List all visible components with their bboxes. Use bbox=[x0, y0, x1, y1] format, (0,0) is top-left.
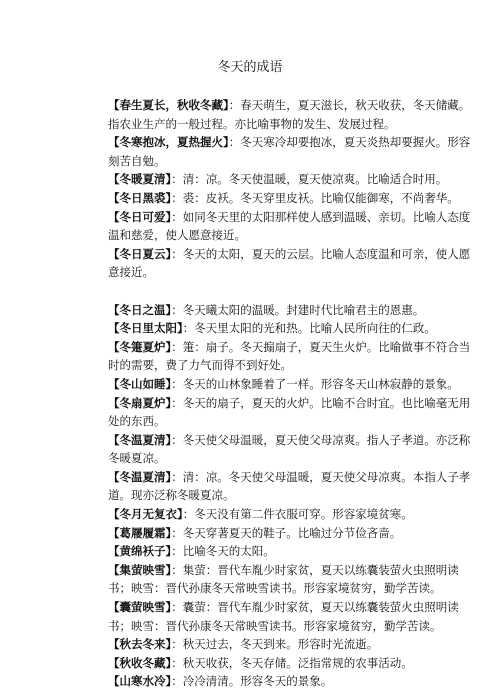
list-item bbox=[108, 170, 472, 189]
idiom-term: 【春生夏长，秋收冬藏】 bbox=[108, 98, 229, 112]
list-item bbox=[108, 524, 472, 543]
separator: ： bbox=[171, 246, 183, 261]
idiom-definition: 箑：扇子。冬天搧扇子，夏天生火炉。比喻做事不符合当时的需要，费了力气而得不到好处。 bbox=[108, 339, 471, 373]
list-item bbox=[108, 431, 472, 468]
list-item bbox=[108, 301, 472, 320]
idiom-term: 【冬日之温】 bbox=[108, 302, 172, 317]
separator: ： bbox=[171, 544, 183, 559]
idiom-definition: 如同冬天里的太阳那样使人感到温暖、亲切。比喻人态度温和慈爱，使人愿意接近。 bbox=[108, 209, 471, 243]
idiom-definition: 冬天的扇子，夏天的火炉。比喻不合时宜。也比喻毫无用处的东西。 bbox=[108, 395, 471, 429]
idiom-definition: 冬天没有第二件衣服可穿。形容家境贫寒。 bbox=[194, 507, 413, 522]
separator: ： bbox=[228, 98, 241, 112]
list-item bbox=[108, 338, 472, 375]
separator: ： bbox=[171, 562, 183, 577]
list-item bbox=[108, 505, 472, 524]
separator: ： bbox=[171, 209, 183, 224]
separator: ： bbox=[171, 395, 183, 410]
idiom-term: 【冬暖夏清】 bbox=[108, 172, 172, 187]
idiom-definition: 冬天穿著夏天的鞋子。比喻过分节俭吝啬。 bbox=[182, 525, 402, 540]
separator: ： bbox=[171, 469, 183, 484]
idiom-definition: 冷冷清清。形容冬天的景象。 bbox=[182, 674, 333, 689]
idiom-definition: 集萤：晋代车胤少时家贫，夏天以练囊装萤火虫照明读书；映雪：晋代孙康冬天常映雪读书。形容家境贫穷，勤学苦读。 bbox=[108, 562, 459, 596]
idiom-term: 【冬日可爱】 bbox=[108, 209, 172, 224]
idiom-term: 【冬月无复衣】 bbox=[108, 507, 183, 522]
list-item bbox=[108, 133, 472, 170]
idiom-term: 【冬山如睡】 bbox=[108, 376, 172, 391]
separator: ： bbox=[171, 172, 183, 187]
separator: ： bbox=[171, 600, 183, 615]
separator: ： bbox=[171, 190, 183, 205]
idiom-definition: 冬天的太阳，夏天的云层。比喻人态度温和可亲，使人愿意接近。 bbox=[108, 246, 471, 280]
list-item bbox=[108, 468, 472, 505]
idiom-term: 【黄绵袄子】 bbox=[108, 544, 172, 559]
list-item bbox=[108, 654, 472, 673]
idiom-term: 【冬温夏清】 bbox=[108, 432, 172, 447]
separator: ： bbox=[171, 655, 183, 670]
separator: ： bbox=[171, 525, 183, 540]
list-item bbox=[108, 635, 472, 654]
idiom-term: 【冬日黑裘】 bbox=[108, 190, 172, 205]
idiom-term: 【集萤映雪】 bbox=[108, 562, 172, 577]
separator: ： bbox=[182, 507, 195, 522]
idiom-definition: 清：凉。冬天使父母温暖，夏天使父母凉爽。本指人子孝道。现亦泛称冬暖夏凉。 bbox=[108, 469, 471, 503]
separator: ： bbox=[171, 302, 183, 317]
idiom-definition: 裘：皮袄。冬天穿里皮袄。比喻仅能御寒，不尚奢华。 bbox=[182, 190, 459, 205]
idiom-term: 【冬温夏清】 bbox=[108, 469, 172, 484]
idiom-definition: 冬天寒冷却要抱冰，夏天炎热却要握火。形容刻苦自勉。 bbox=[108, 135, 471, 168]
idiom-definition: 囊萤：晋代车胤少时家贫，夏天以练囊装萤火虫照明读书；映雪：晋代孙康冬天常映雪读书。形容家境贫穷，勤学苦读。 bbox=[108, 600, 459, 633]
list-item bbox=[108, 561, 472, 598]
idiom-definition: 秋天过去，冬天到来。形容时光流逝。 bbox=[182, 637, 379, 652]
separator: ： bbox=[171, 637, 183, 652]
separator: ： bbox=[171, 432, 183, 447]
idiom-term: 【冬日夏云】 bbox=[108, 246, 172, 261]
list-item bbox=[108, 319, 472, 338]
idiom-definition: 清：凉。冬天使温暖，夏天使凉爽。比喻适合时用。 bbox=[182, 172, 448, 187]
separator: ： bbox=[182, 321, 195, 336]
idiom-term: 【山寒水冷】 bbox=[108, 674, 172, 689]
idiom-definition: 冬天的山林象睡着了一样。形容冬天山林寂静的景象。 bbox=[182, 376, 459, 391]
idiom-term: 【囊萤映雪】 bbox=[108, 600, 172, 615]
list-item bbox=[108, 542, 472, 561]
page-title: 冬天的成语 bbox=[217, 60, 283, 75]
list-item bbox=[108, 598, 472, 635]
list-item bbox=[108, 208, 472, 245]
list-item bbox=[108, 96, 472, 133]
idiom-definition: 冬天里太阳的光和热。比喻人民所向往的仁政。 bbox=[194, 321, 436, 336]
separator: ： bbox=[228, 135, 241, 150]
list-item bbox=[108, 245, 472, 282]
idiom-term: 【冬箑夏炉】 bbox=[108, 339, 172, 354]
list-item bbox=[108, 189, 472, 208]
idiom-term: 【秋收冬藏】 bbox=[108, 655, 172, 670]
idiom-term: 【葛屦履霜】 bbox=[108, 525, 172, 540]
idiom-definition: 春天萌生，夏天滋长，秋天收获，冬天储藏。指农业生产的一般过程。亦比喻事物的发生、发展过程。 bbox=[108, 98, 471, 131]
idiom-term: 【秋去冬来】 bbox=[108, 637, 172, 652]
list-item bbox=[108, 375, 472, 394]
separator: ： bbox=[171, 339, 183, 354]
separator: ： bbox=[171, 376, 183, 391]
idiom-list bbox=[108, 96, 472, 691]
idiom-term: 【冬寒抱冰，夏热握火】 bbox=[108, 135, 229, 150]
list-item bbox=[108, 672, 472, 691]
idiom-term: 【冬扇夏炉】 bbox=[108, 395, 172, 410]
idiom-definition: 秋天收获，冬天存储。泛指常规的农事活动。 bbox=[182, 655, 413, 670]
idiom-term: 【冬日里太阳】 bbox=[108, 321, 183, 336]
list-item bbox=[108, 394, 472, 431]
separator: ： bbox=[171, 674, 183, 689]
idiom-definition: 冬天曦太阳的温暖。封建时代比喻君主的恩惠。 bbox=[182, 302, 425, 317]
idiom-definition: 比喻冬天的太阳。 bbox=[182, 544, 275, 559]
idiom-definition: 冬天使父母温暖，夏天使父母凉爽。指人子孝道。亦泛称冬暖夏凉。 bbox=[108, 432, 471, 466]
